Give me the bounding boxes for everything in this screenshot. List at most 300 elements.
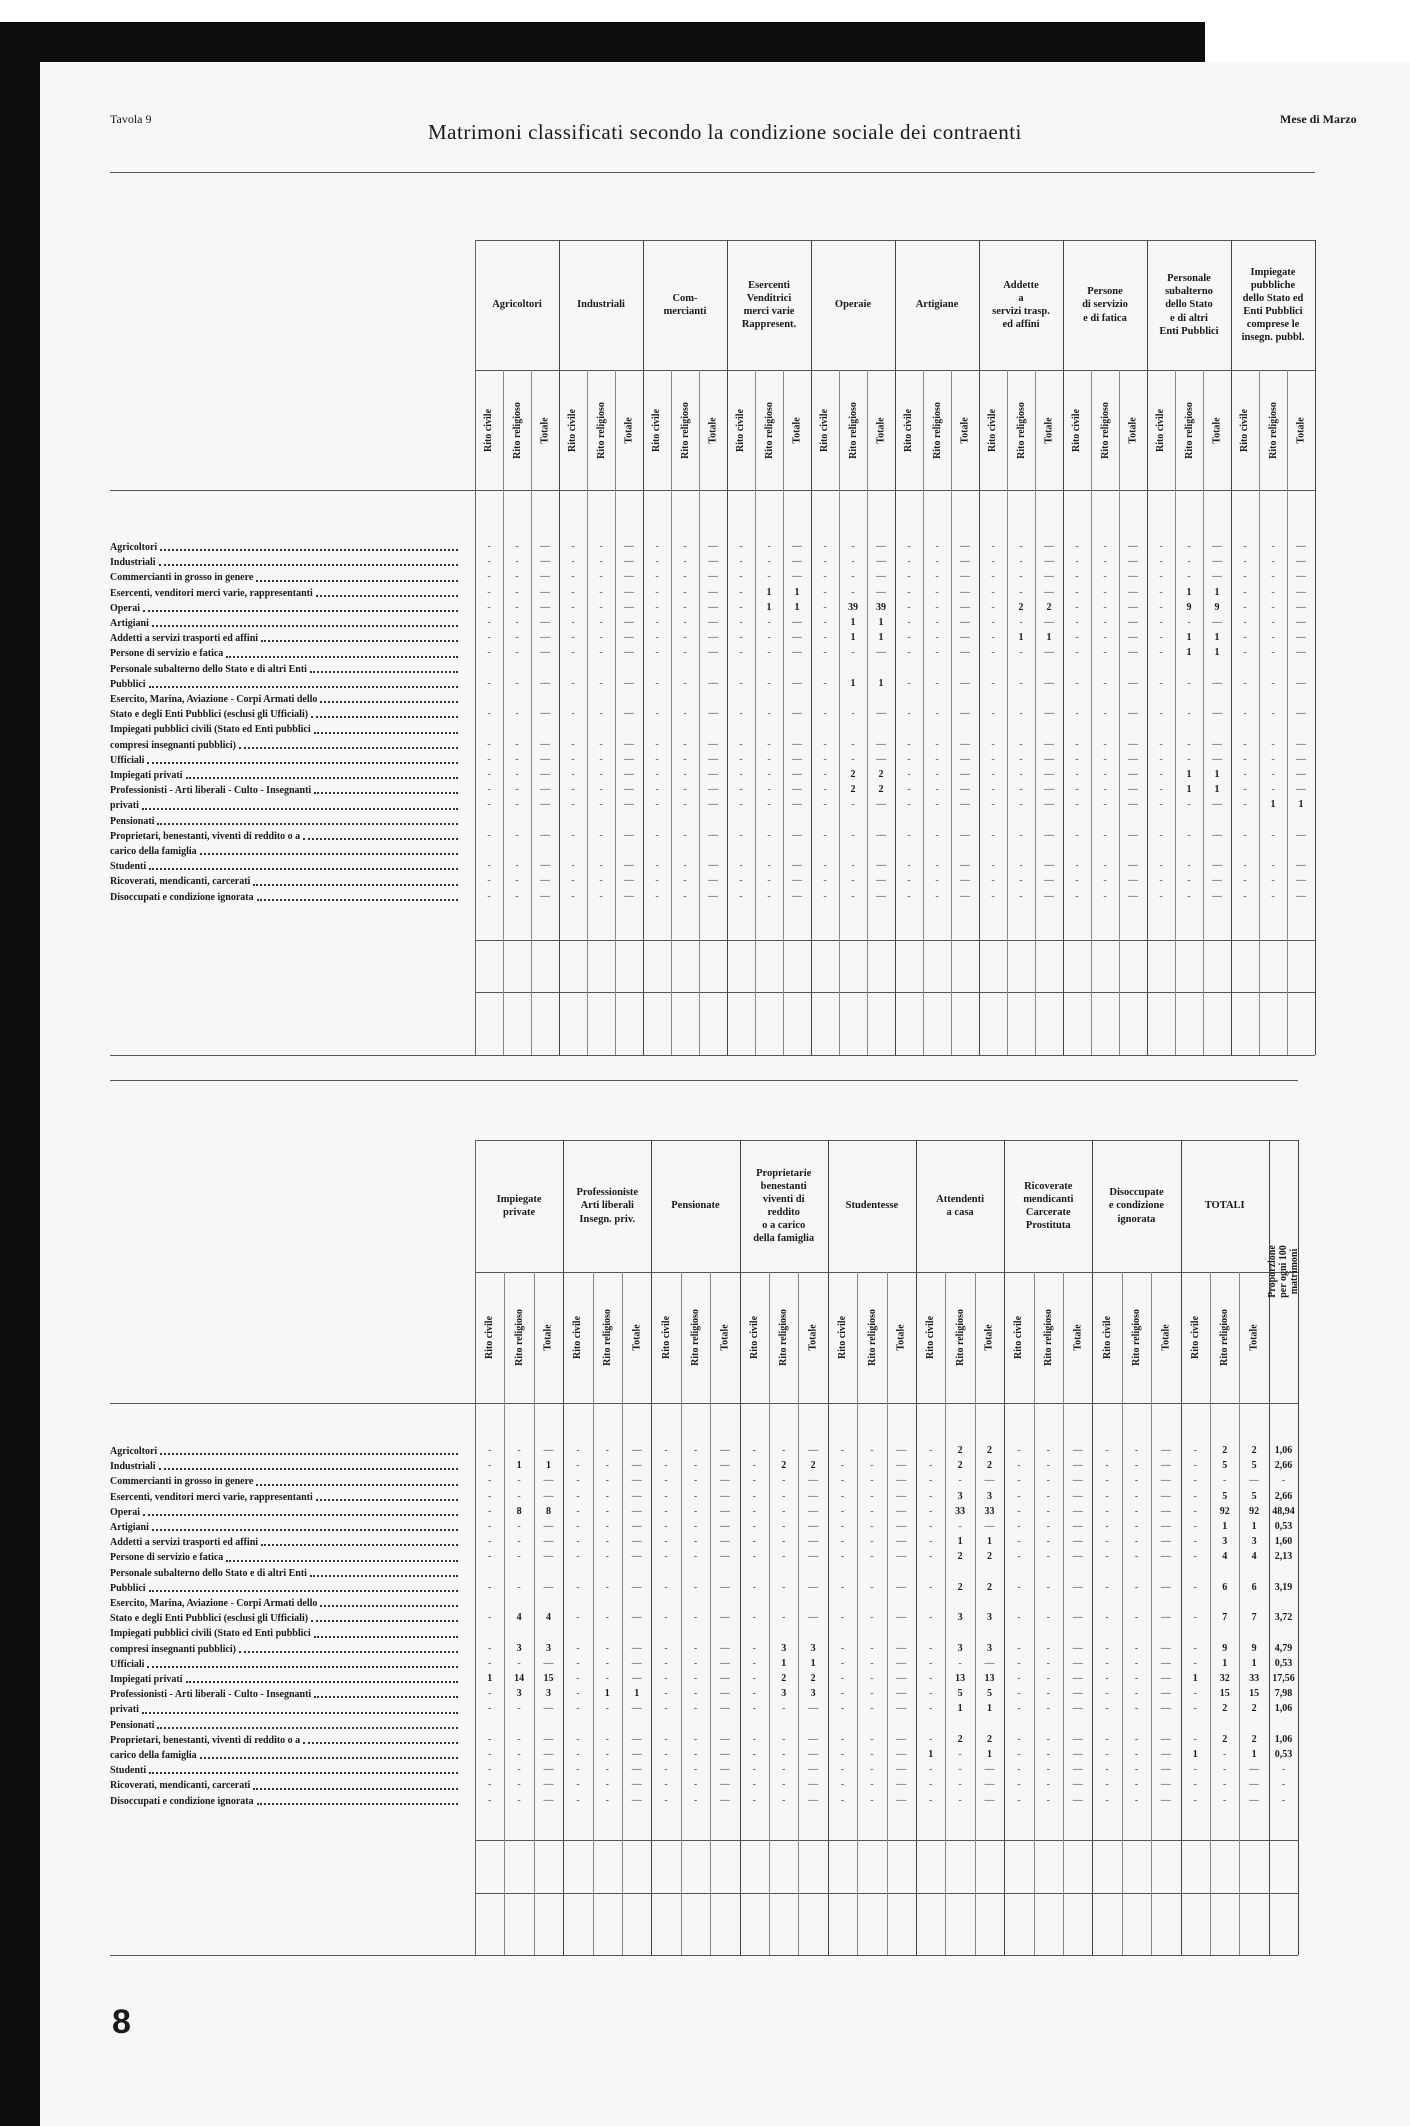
bottom_table-empty-cell: - — [1046, 1779, 1050, 1791]
top_table-sub-header — [1231, 370, 1259, 490]
top_table-empty-cell: - — [1075, 586, 1079, 598]
bottom_table-empty-cell: - — [870, 1733, 874, 1745]
top_table-category-header: Com- mercianti — [663, 292, 707, 317]
top_table-empty-cell: - — [907, 632, 911, 644]
bottom_table-empty-cell: - — [1193, 1779, 1197, 1791]
bottom_table-empty-cell: — — [1072, 1673, 1083, 1684]
top_table-empty-cell: - — [487, 738, 491, 750]
top_table-empty-cell: - — [767, 829, 771, 841]
leader-dots — [261, 1544, 458, 1546]
row-label — [110, 814, 460, 829]
top_table-empty-cell: — — [1128, 890, 1138, 902]
top_table-sub-header — [1287, 370, 1315, 490]
top_table-empty-cell: — — [1212, 708, 1222, 720]
bottom_table-empty-cell: — — [1160, 1688, 1171, 1700]
bottom_table-empty-cell: — — [984, 1475, 995, 1487]
top_table-empty-cell: - — [851, 753, 855, 765]
bottom_table-empty-cell: - — [752, 1642, 756, 1654]
top_table-empty-cell: - — [991, 708, 995, 720]
bottom_table-empty-cell: - — [576, 1749, 580, 1760]
bottom_table-empty-cell: — — [1160, 1764, 1171, 1776]
bottom_table-empty-cell: - — [1046, 1764, 1050, 1776]
bottom_table-empty-cell: — — [1072, 1764, 1083, 1776]
bottom_table-data-cell: 2 — [957, 1581, 963, 1593]
top_table-empty-cell: — — [792, 541, 802, 552]
bottom_table-data-cell: 92 — [1219, 1505, 1230, 1517]
leader-dots — [311, 716, 458, 718]
row-label-text: Pubblici — [110, 1582, 146, 1594]
bottom_table-empty-cell: - — [1223, 1764, 1227, 1776]
bottom_table-category-header: Professioniste Arti liberali Insegn. priv. — [576, 1187, 639, 1225]
top_table-empty-cell: — — [1296, 632, 1306, 644]
top_table-empty-cell: - — [823, 556, 827, 568]
sub-header-label: Totale — [623, 416, 635, 444]
sub-header-label: Rito religioso — [1130, 1309, 1142, 1366]
top_table-empty-cell: — — [876, 738, 886, 750]
leader-dots — [152, 625, 458, 627]
top_table-empty-cell: - — [1271, 860, 1275, 872]
top_table-empty-cell: - — [571, 571, 575, 583]
top_table-empty-cell: - — [935, 601, 939, 613]
bottom_table-empty-cell: — — [896, 1612, 907, 1624]
top_table-empty-cell: - — [599, 769, 603, 780]
bottom_table-data-cell: 8 — [516, 1505, 522, 1517]
bottom_table-empty-cell: - — [1134, 1460, 1139, 1472]
bottom_table-empty-cell: — — [1072, 1657, 1083, 1669]
bottom_table-empty-cell: - — [958, 1475, 962, 1487]
bottom_table-data-cell: 1 — [1222, 1521, 1228, 1532]
row-label — [110, 601, 460, 616]
bottom_table-empty-cell: - — [1134, 1612, 1139, 1624]
bottom_table-empty-cell: - — [576, 1779, 580, 1791]
bottom_table-empty-cell: — — [808, 1490, 819, 1502]
bottom_table-data-cell: 1 — [987, 1749, 992, 1760]
bottom_table-empty-cell: - — [840, 1581, 845, 1593]
bottom_table-data-cell: 3 — [1222, 1536, 1228, 1548]
bottom_table-data-cell: 3 — [781, 1642, 787, 1654]
top_table-empty-cell: - — [767, 632, 771, 644]
row-label-text: Artigiani — [110, 618, 149, 630]
top_table-empty-cell: — — [792, 753, 802, 765]
bottom_table-empty-cell: — — [896, 1673, 907, 1684]
top_table-empty-cell: - — [1271, 571, 1275, 583]
bottom_table-empty-cell: - — [1281, 1475, 1286, 1487]
top_table-empty-cell: - — [1271, 586, 1275, 598]
bottom_table-empty-cell: - — [605, 1475, 609, 1487]
row-label — [110, 1778, 460, 1793]
bottom_table-empty-cell: — — [719, 1749, 730, 1760]
bottom_table-empty-cell: — — [984, 1764, 995, 1776]
bottom_table-empty-cell: — — [719, 1505, 730, 1517]
top_table-empty-cell: - — [571, 556, 575, 568]
bottom_table-empty-cell: - — [840, 1673, 845, 1684]
top_table-sub-header — [1147, 370, 1175, 490]
bottom_table-empty-cell: - — [929, 1475, 933, 1487]
bottom_table-data-cell: 7,98 — [1274, 1688, 1293, 1700]
top_table-data-cell: 1 — [878, 677, 884, 689]
top_table-empty-cell: - — [487, 601, 491, 613]
leader-dots — [314, 1696, 458, 1698]
bottom_table-sub-header — [798, 1272, 827, 1403]
top_table-empty-cell: - — [907, 601, 911, 613]
top_table-empty-cell: - — [991, 890, 995, 902]
bottom_table-sub-header — [475, 1272, 504, 1403]
top_table-sub-header — [867, 370, 895, 490]
bottom_table-empty-cell: - — [605, 1703, 609, 1715]
top_table-empty-cell: — — [708, 875, 718, 887]
leader-dots — [157, 1727, 458, 1729]
bottom_table-empty-cell: - — [929, 1688, 933, 1700]
bottom_table-sub-header — [1092, 1272, 1121, 1403]
top_table-empty-cell: — — [1128, 677, 1138, 689]
top_table-empty-cell: - — [1243, 586, 1247, 598]
bottom_table-data-cell: 2 — [987, 1733, 992, 1745]
top_table-data-cell: 1 — [794, 586, 800, 598]
top_table-empty-cell: — — [540, 556, 550, 568]
bottom_table-empty-cell: - — [782, 1551, 786, 1563]
top_table-empty-cell: — — [1044, 617, 1054, 628]
leader-dots — [149, 868, 458, 870]
top_table-empty-cell: - — [935, 632, 939, 644]
top_table-empty-cell: - — [1019, 586, 1023, 598]
row-label — [110, 1444, 460, 1459]
bottom_table-empty-cell: — — [631, 1673, 642, 1684]
top_table-empty-cell: - — [683, 753, 687, 765]
bottom_table-empty-cell: - — [517, 1551, 521, 1563]
top_table-empty-cell: - — [851, 571, 855, 583]
row-label — [110, 1702, 460, 1717]
top_table-empty-cell: - — [1075, 632, 1079, 644]
bottom_table-empty-cell: — — [631, 1475, 642, 1487]
top_table-empty-cell: - — [1019, 875, 1023, 887]
row-label-text: Professionisti - Arti liberali - Culto - Insegnanti — [110, 1689, 312, 1701]
top_table-empty-cell: - — [1103, 541, 1107, 552]
bottom_table-empty-cell: - — [870, 1688, 874, 1700]
bottom_table-empty-cell: - — [1134, 1581, 1139, 1593]
bottom_table-empty-cell: - — [1017, 1460, 1021, 1472]
top_table-empty-cell: - — [935, 677, 939, 689]
bottom_table-empty-cell: — — [719, 1657, 730, 1669]
top_table-sub-header — [895, 370, 923, 490]
bottom_table-empty-cell: - — [1193, 1536, 1197, 1548]
leader-dots — [147, 762, 458, 764]
bottom_table-empty-cell: — — [1072, 1581, 1083, 1593]
sub-header-label: Rito religioso — [763, 401, 775, 459]
top_table-empty-cell: — — [1128, 541, 1138, 552]
bottom_table-empty-cell: - — [605, 1521, 609, 1532]
top_table-data-cell: 1 — [1018, 632, 1024, 644]
bottom_table-category-header: Ricoverate mendicanti Carcerate Prostituta — [1023, 1180, 1074, 1232]
top_table-empty-cell: - — [599, 601, 603, 613]
top_table-empty-cell: - — [767, 647, 771, 659]
bottom_table-empty-cell: - — [1105, 1460, 1109, 1472]
top_table-empty-cell: - — [991, 784, 995, 796]
top_table-empty-cell: — — [960, 860, 970, 872]
bottom_table-empty-cell: — — [719, 1688, 730, 1700]
bottom_table-empty-cell: — — [896, 1581, 907, 1593]
top_table-empty-cell: - — [1159, 860, 1163, 872]
bottom_table-empty-cell: - — [840, 1551, 845, 1563]
top_table-empty-cell: — — [1044, 738, 1054, 750]
row-label-text: carico della famiglia — [110, 846, 197, 858]
bottom_table-empty-cell: - — [1017, 1475, 1021, 1487]
top_table-empty-cell: - — [487, 586, 491, 598]
bottom_table-empty-cell: - — [693, 1475, 698, 1487]
bottom_table-empty-cell: - — [1134, 1642, 1139, 1654]
top_table-empty-cell: - — [1103, 860, 1107, 872]
bottom_table-data-cell: 92 — [1249, 1505, 1260, 1517]
top_table-empty-cell: - — [599, 753, 603, 765]
leader-dots — [239, 1651, 458, 1653]
top_table-empty-cell: - — [1271, 753, 1275, 765]
bottom_table-empty-cell: — — [1160, 1490, 1171, 1502]
row-label-text: Ricoverati, mendicanti, carcerati — [110, 876, 251, 888]
leader-dots — [149, 686, 458, 688]
top_table-empty-cell: - — [1103, 677, 1107, 689]
top_table-empty-cell: - — [1019, 647, 1023, 659]
row-label-text: Proprietari, benestanti, viventi di reddito o a — [110, 830, 301, 842]
bottom_table-empty-cell: - — [1134, 1536, 1139, 1548]
bottom_table-empty-cell: - — [1134, 1779, 1139, 1791]
bottom_table-empty-cell: - — [870, 1749, 874, 1760]
top_table-empty-cell: - — [515, 601, 519, 613]
top_table-empty-cell: - — [487, 799, 491, 811]
bottom_table-data-cell: 17,56 — [1272, 1673, 1295, 1684]
bottom_table-empty-cell: - — [693, 1612, 698, 1624]
bottom_table-empty-cell: - — [840, 1521, 845, 1532]
row-label-text: Industriali — [110, 1461, 156, 1473]
bottom_table-empty-cell: - — [488, 1688, 492, 1700]
bottom_table-data-cell: 1 — [634, 1688, 640, 1700]
top_table-empty-cell: — — [876, 753, 886, 765]
bottom_table-empty-cell: — — [1249, 1764, 1260, 1776]
top_table-empty-cell: - — [515, 875, 519, 887]
row-label-text: Impiegati privati — [110, 1674, 183, 1686]
top_table-empty-cell: - — [1019, 708, 1023, 720]
top_table-data-cell: 1 — [850, 617, 856, 628]
sub-header-label: Totale — [1043, 416, 1055, 444]
bottom_table-empty-cell: - — [1193, 1612, 1197, 1624]
top_table-empty-cell: - — [991, 799, 995, 811]
top_table-empty-cell: — — [1212, 875, 1222, 887]
top_table-empty-cell: - — [1271, 829, 1275, 841]
bottom_table-empty-cell: - — [1105, 1490, 1109, 1502]
bottom_table-empty-cell: - — [840, 1612, 845, 1624]
top_table-empty-cell: - — [683, 601, 687, 613]
top_table-empty-cell: - — [851, 541, 855, 552]
top_table-empty-cell: - — [683, 784, 687, 796]
row-label-text: Industriali — [110, 557, 156, 569]
bottom_table-empty-cell: - — [929, 1445, 933, 1456]
bottom_table-data-cell: 0,53 — [1274, 1749, 1293, 1760]
top_table-empty-cell: - — [1075, 708, 1079, 720]
top_table-empty-cell: - — [1019, 769, 1023, 780]
bottom_table-empty-cell: — — [808, 1521, 819, 1532]
bottom_table-empty-cell: - — [664, 1475, 668, 1487]
bottom_table-rule-condition — [475, 1140, 1298, 1141]
top_table-empty-cell: — — [624, 829, 634, 841]
top_table-empty-cell: — — [876, 829, 886, 841]
top_table-empty-cell: - — [851, 556, 855, 568]
top_table-empty-cell: — — [540, 541, 550, 552]
bottom_table-empty-cell: - — [752, 1764, 756, 1776]
bottom_table-empty-cell: - — [840, 1460, 845, 1472]
bottom_table-empty-cell: - — [1017, 1733, 1021, 1745]
top_table-empty-cell: — — [624, 556, 634, 568]
bottom_table-empty-cell: - — [1223, 1749, 1227, 1760]
bottom_table-empty-cell: - — [1017, 1612, 1021, 1624]
row-label — [110, 1672, 460, 1687]
top_table-empty-cell: - — [1103, 875, 1107, 887]
top_table-empty-cell: - — [655, 647, 659, 659]
top_table-empty-cell: - — [1159, 617, 1163, 628]
bottom_table-empty-cell: - — [664, 1688, 668, 1700]
bottom_table-data-cell: 6 — [1251, 1581, 1257, 1593]
top_table-category-header: Agricoltori — [492, 299, 542, 311]
bottom_table-data-cell: 33 — [955, 1505, 966, 1517]
top_table-empty-cell: — — [792, 890, 802, 902]
bottom_table-empty-cell: - — [782, 1612, 786, 1624]
bottom_table-empty-cell: - — [752, 1688, 756, 1700]
top_table-empty-cell: - — [935, 890, 939, 902]
top_table-empty-cell: — — [792, 860, 802, 872]
top_table-empty-cell: — — [540, 829, 550, 841]
top_table-empty-cell: - — [935, 647, 939, 659]
top_table-empty-cell: — — [1128, 601, 1138, 613]
top_table-empty-cell: - — [1187, 890, 1191, 902]
top_table-empty-cell: — — [792, 556, 802, 568]
top_table-empty-cell: - — [1187, 556, 1191, 568]
bottom_table-empty-cell: - — [782, 1703, 786, 1715]
top_table-empty-cell: - — [571, 601, 575, 613]
bottom_table-empty-cell: - — [488, 1460, 492, 1472]
bottom_table-empty-cell: - — [664, 1673, 668, 1684]
bottom_table-data-cell: 3 — [546, 1642, 551, 1654]
scan-left-border — [0, 22, 40, 2126]
row-label — [110, 1550, 460, 1565]
bottom_table-empty-cell: — — [543, 1536, 554, 1548]
bottom_table-empty-cell: — — [631, 1521, 642, 1532]
top_table-empty-cell: - — [823, 769, 827, 780]
bottom_table-empty-cell: - — [870, 1475, 874, 1487]
top_table-empty-cell: — — [1044, 829, 1054, 841]
bottom_table-empty-cell: — — [719, 1490, 730, 1502]
top_table-empty-cell: - — [935, 753, 939, 765]
bottom_table-empty-cell: - — [929, 1490, 933, 1502]
bottom_table-empty-cell: - — [605, 1460, 609, 1472]
bottom_table-empty-cell: - — [664, 1764, 668, 1776]
row-label — [110, 1687, 460, 1702]
bottom_table-empty-cell: - — [605, 1445, 609, 1456]
bottom_table-data-cell: 2 — [810, 1673, 816, 1684]
bottom_table-empty-cell: - — [576, 1521, 580, 1532]
row-label — [110, 1566, 460, 1581]
top_table-empty-cell: — — [792, 647, 802, 659]
bottom_table-empty-cell: - — [488, 1703, 492, 1715]
row-label — [110, 1535, 460, 1550]
bottom_table-empty-cell: - — [693, 1581, 698, 1593]
top_table-empty-cell: - — [823, 647, 827, 659]
bottom_table-empty-cell: - — [1046, 1445, 1050, 1456]
top_table-empty-cell: - — [1271, 647, 1275, 659]
leader-dots — [147, 1666, 458, 1668]
sub-header-label: Rito civile — [484, 1315, 496, 1360]
top_table-empty-cell: - — [655, 875, 659, 887]
top_table-empty-cell: - — [1075, 647, 1079, 659]
bottom_table-empty-cell: — — [719, 1460, 730, 1472]
bottom_table-empty-cell: - — [1193, 1581, 1197, 1593]
row-label — [110, 692, 460, 707]
bottom_table-empty-cell: — — [719, 1764, 730, 1776]
top_table-empty-cell: - — [767, 617, 771, 628]
bottom_table-empty-cell: — — [984, 1657, 995, 1669]
top_table-empty-cell: - — [571, 860, 575, 872]
top_table-empty-cell: — — [1128, 586, 1138, 598]
bottom_table-empty-cell: - — [752, 1779, 756, 1791]
bottom_table-empty-cell: — — [719, 1612, 730, 1624]
bottom_table-empty-cell: - — [1281, 1794, 1286, 1806]
leader-dots — [320, 701, 458, 703]
row-label — [110, 646, 460, 661]
top_table-empty-cell: — — [876, 647, 886, 659]
top_table-empty-cell: - — [1075, 860, 1079, 872]
top_table-empty-cell: - — [907, 647, 911, 659]
top_table-empty-cell: - — [991, 769, 995, 780]
bottom_table-empty-cell: - — [488, 1749, 492, 1760]
bottom_table-empty-cell: - — [576, 1703, 580, 1715]
leader-dots — [239, 747, 458, 749]
top_table-sub-header — [475, 370, 503, 490]
top_table-empty-cell: — — [1296, 738, 1306, 750]
top_table-empty-cell: - — [1075, 541, 1079, 552]
bottom_table-empty-cell: - — [752, 1521, 756, 1532]
bottom_table-empty-cell: - — [605, 1642, 609, 1654]
bottom_table-empty-cell: - — [1134, 1521, 1139, 1532]
top_table-empty-cell: - — [1159, 799, 1163, 811]
top_table-empty-cell: - — [655, 738, 659, 750]
sub-header-label: Rito civile — [1013, 1315, 1025, 1360]
top_table-empty-cell: - — [1243, 647, 1247, 659]
bottom_table-empty-cell: — — [808, 1612, 819, 1624]
top_table-empty-cell: - — [515, 799, 519, 811]
bottom_table-empty-cell: - — [870, 1551, 874, 1563]
top_table-empty-cell: — — [1296, 784, 1306, 796]
bottom_table-empty-cell: - — [1017, 1581, 1021, 1593]
top_table-empty-cell: — — [624, 890, 634, 902]
sub-header-label: Rito religioso — [511, 401, 523, 459]
bottom_table-empty-cell: - — [488, 1581, 492, 1593]
top_table-empty-cell: - — [1159, 556, 1163, 568]
top_table-empty-cell: - — [1187, 799, 1191, 811]
bottom_table-empty-cell: - — [782, 1490, 786, 1502]
top_table-sub-header — [1203, 370, 1231, 490]
bottom_table-empty-cell: - — [664, 1505, 668, 1517]
sub-header-label: Totale — [1211, 416, 1223, 444]
top_table-empty-cell: — — [960, 829, 970, 841]
bottom_table-empty-cell: - — [1046, 1612, 1050, 1624]
top_table-empty-cell: — — [960, 784, 970, 796]
top_table-empty-cell: — — [792, 799, 802, 811]
bottom_table-empty-cell: - — [576, 1794, 580, 1806]
top_table-empty-cell: — — [960, 632, 970, 644]
top_table-empty-cell: — — [708, 556, 718, 568]
top_table-empty-cell: — — [1044, 677, 1054, 689]
bottom_table-empty-cell: - — [929, 1536, 933, 1548]
top_table-empty-cell: - — [907, 753, 911, 765]
top_table-empty-cell: — — [1296, 890, 1306, 902]
top_table-empty-cell: — — [876, 860, 886, 872]
bottom_table-empty-cell: - — [840, 1733, 845, 1745]
